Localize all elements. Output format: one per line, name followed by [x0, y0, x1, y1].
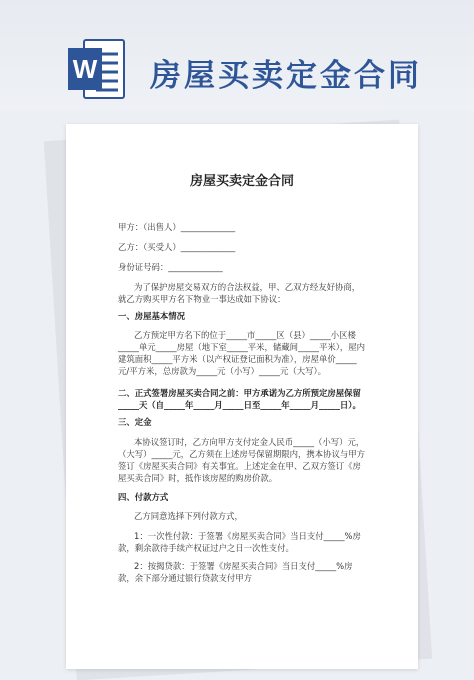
word-doc-icon: [66, 36, 126, 102]
section-4-intro: 乙方同意选择下列付款方式，: [134, 511, 243, 521]
party-b-line: 乙方：（买受人）_____________: [118, 242, 236, 252]
document-page: [66, 124, 418, 669]
section-3-heading: 三、定金: [118, 417, 152, 427]
party-a-line: 甲方：（出售人）_____________: [118, 222, 236, 232]
payment-option-1: 1：一次性付款：于签署《房屋买卖合同》当日支付_____%房款，剩余款待手续产权证过户之日一次性支付。: [118, 531, 361, 553]
intro-paragraph: 为了保护房屋交易双方的合法权益，甲、乙双方经友好协商，就乙方购买甲方名下物业一事达成如下协议：: [118, 282, 361, 304]
section-3-body: 本协议签订时，乙方向甲方支付定金人民币_____（小写）元，（大写）_____元，乙方须在上述房号保留期限内，携本协议与甲方签订《房屋买卖合同》有关事宜。上述定金在甲、乙双方签订《房屋买卖合同》时，抵作该房屋的购房价款。: [118, 437, 366, 483]
banner-title: 房屋买卖定金合同: [150, 58, 422, 94]
section-1-heading: 一、房屋基本情况: [118, 311, 185, 321]
section-2-heading: 二、正式签署房屋买卖合同之前：甲方承诺为乙方所预定房屋保留_____天（自_____年_____月_____日至_____年_____月_____日）。: [118, 388, 361, 410]
id-number-line: 身份证号码：_____________: [118, 262, 223, 272]
payment-option-2: 2：按揭贷款：于签署《房屋买卖合同》当日支付_____%房款，余下部分通过银行贷款支付甲方: [118, 561, 353, 583]
header-banner: [0, 0, 474, 110]
word-letter: W: [72, 54, 98, 84]
document-title: 房屋买卖定金合同: [189, 174, 294, 189]
section-4-heading: 四、付款方式: [118, 492, 169, 502]
section-1-body: 乙方预定甲方名下的位于_____市_____区（县）_____小区楼_____单元_____房屋（地下室_____平米，储藏间_____平米），屋内建筑面积_____平方米（以产权证登记面积为准），房屋单价_____元/平方米，总房款为_____元（小写）_____元（大写）。: [118, 330, 366, 376]
